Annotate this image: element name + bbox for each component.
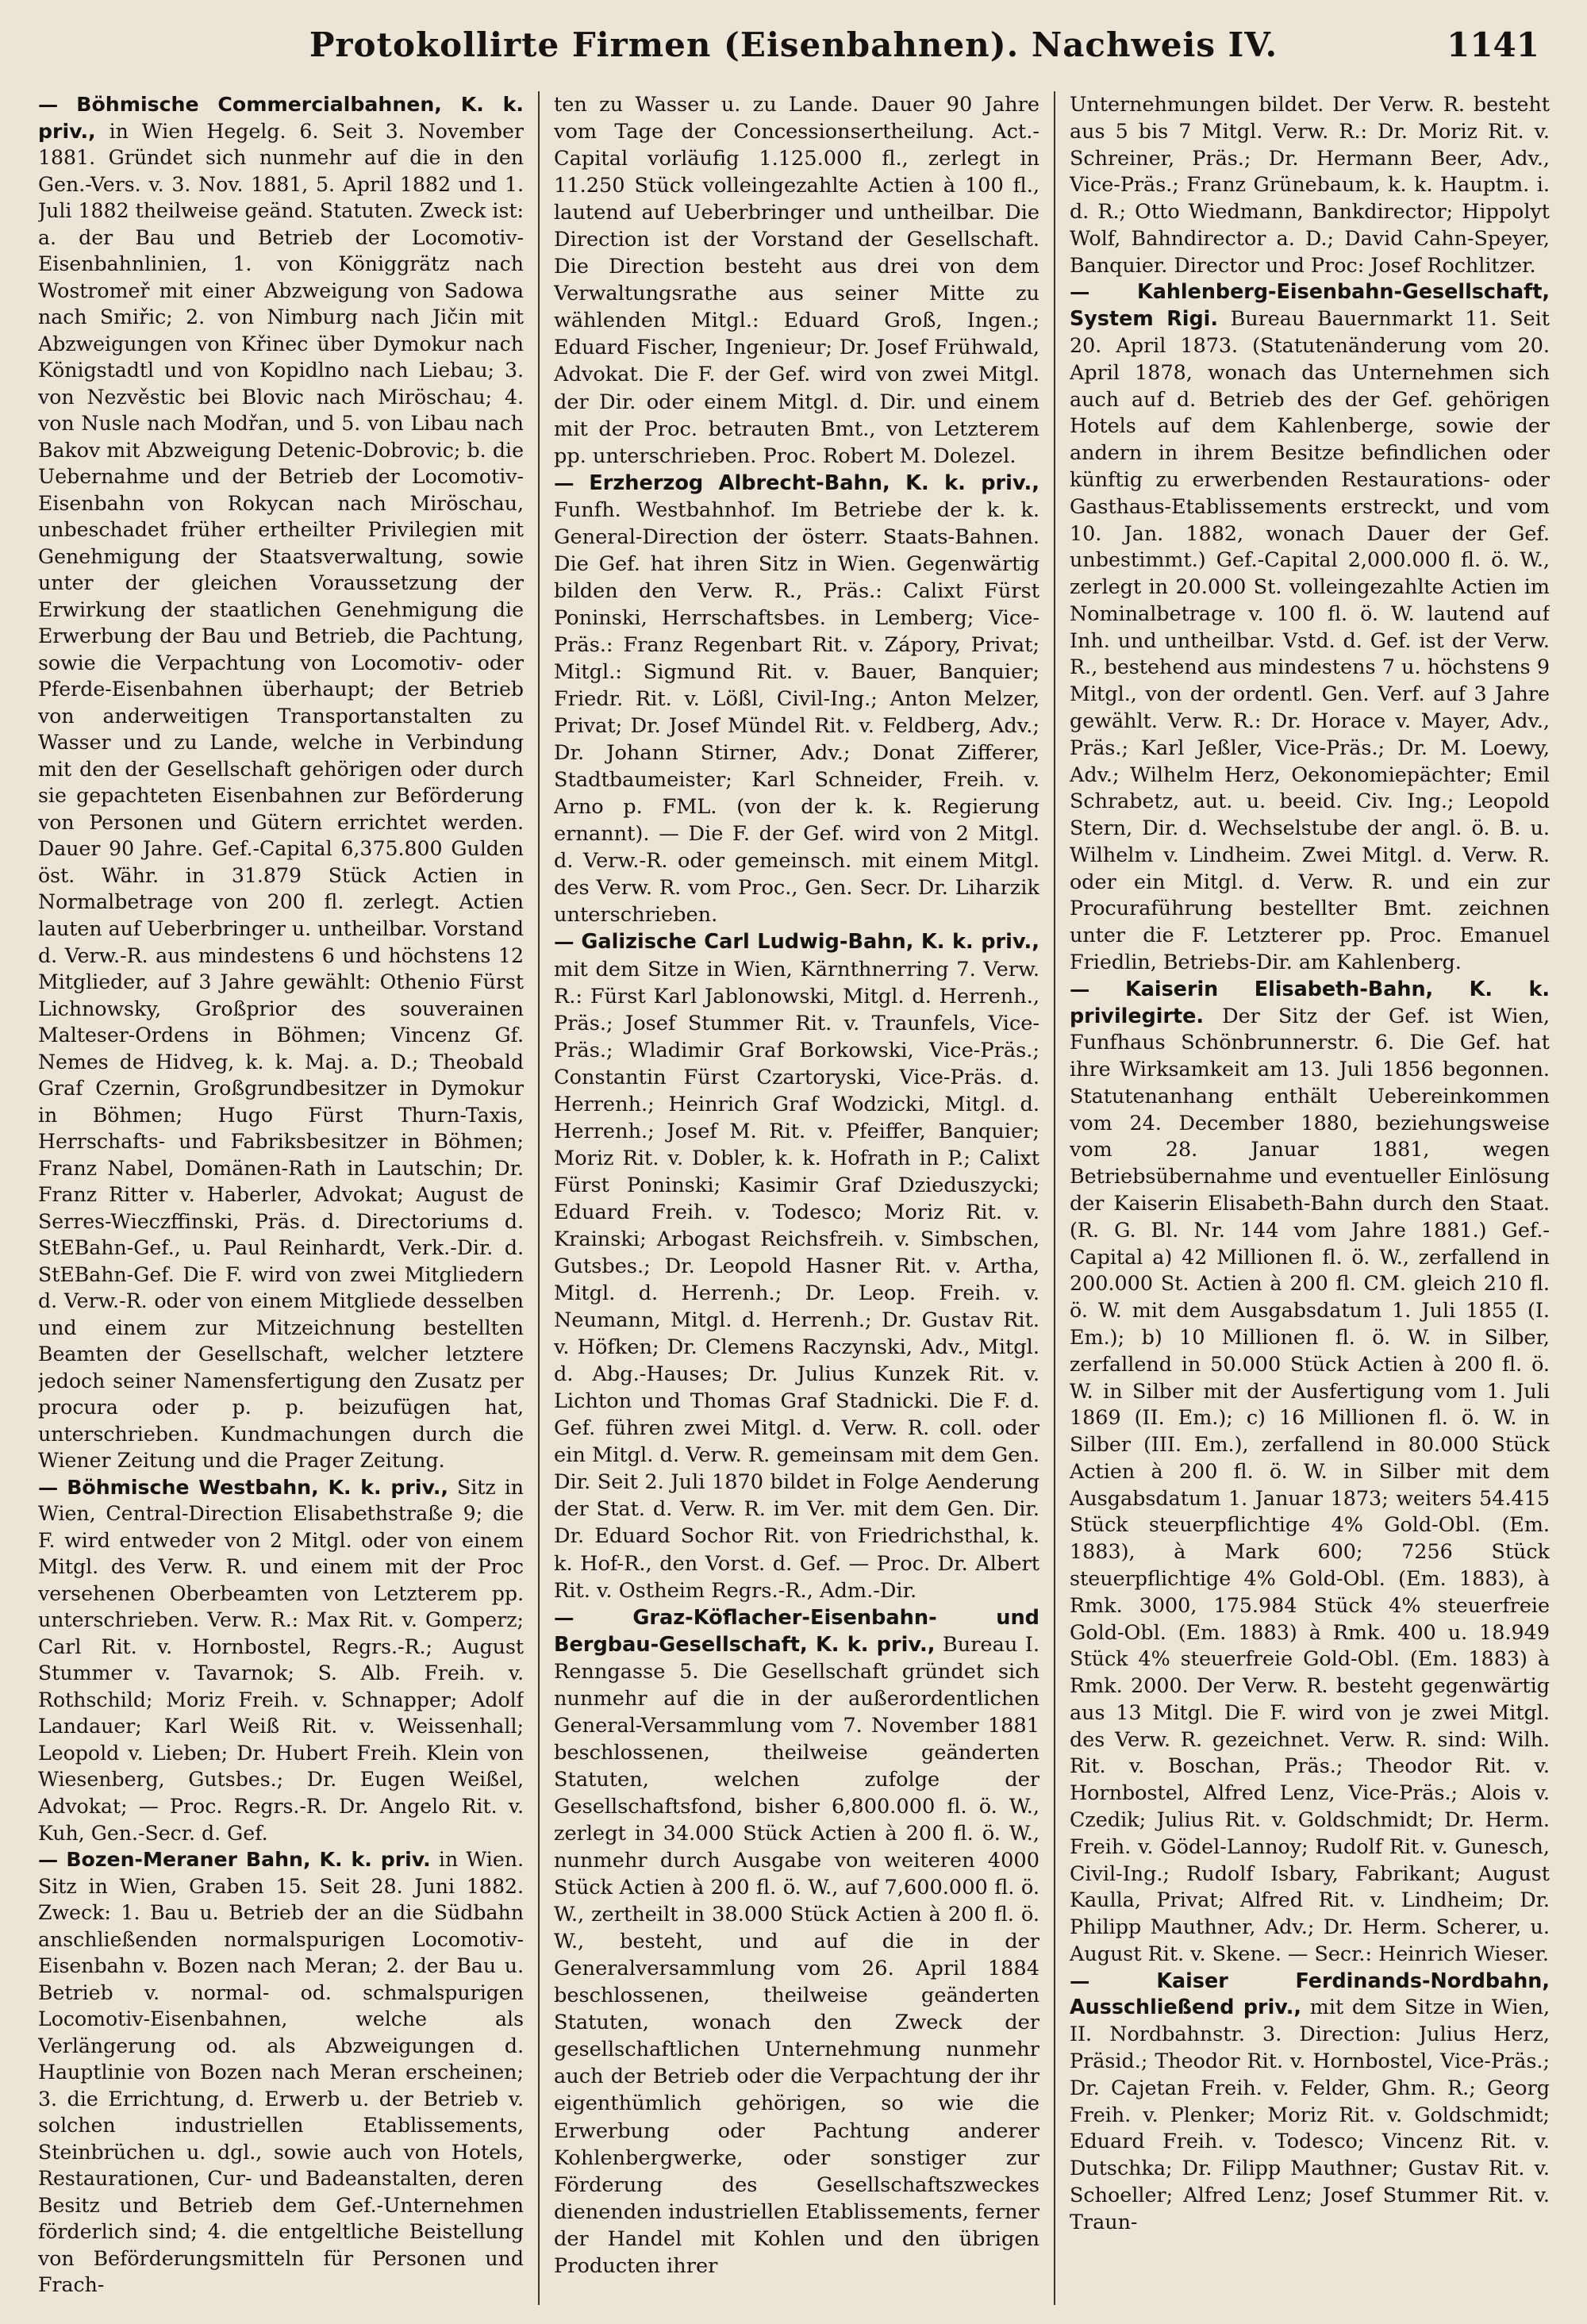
firm-entry [1070, 976, 1550, 1968]
column-divider [1054, 91, 1055, 2305]
page-title: Protokollirte Firmen (Eisenbahnen). Nachweis IV. [309, 25, 1278, 64]
entry-dash: — [38, 1847, 59, 1872]
entry-dash: — [554, 930, 574, 955]
column-2 [554, 91, 1039, 2305]
firm-name: Böhmische Westbahn, K. k. priv., [67, 1475, 448, 1499]
firm-entry-continuation [1070, 91, 1550, 278]
firm-description: Bureau Bauernmarkt 11. Seit 20. April 1873. (Statutenänderung vom 20. April 1878, wonach das Unternehmen sich auch auf d. Betrieb des der Gef. gehörigen Hotels auf dem Kahlenberge, sowie der andern in ihrem Besitze befindlichen oder künftig zu erwerbenden Restaurations- oder Gasthaus-Etablissements erstreckt, und vom 10. Jan. 1882, wonach Dauer der Gef. unbestimmt.) Gef.-Capital 2,000.000 fl. ö. W., zerlegt in 20.000 St. volleingezahlte Actien im Nominalbetrage v. 100 fl. ö. W. lautend auf Inh. und untheilbar. Vstd. d. Gef. ist der Verw. R., bestehend aus mindestens 7 u. höchstens 9 Mitgl., von der ordentl. Gen. Verf. auf 3 Jahre gewählt. Verw. R.: Dr. Horace v. Mayer, Adv., Präs.; Karl Jeßler, Vice-Präs.; Dr. M. Loewy, Adv.; Wilhelm Herz, Oekonomiepächter; Emil Schrabetz, aut. u. beeid. Civ. Ing.; Leopold Stern, Dir. d. Wechselstube der angl. ö. B. u. Wilhelm v. Lindheim. Zwei Mitgl. d. Verw. R. oder ein Mitgl. d. Verw. R. und ein zur Procuraführung bestellter Bmt. zeichnen unter die F. Letzterer pp. Proc. Emanuel Friedlin, Betriebs-Dir. am Kahlenberg. [1070, 306, 1550, 974]
firm-description: Unternehmungen bildet. Der Verw. R. besteht aus 5 bis 7 Mitgl. Verw. R.: Dr. Moriz Rit. v. Schreiner, Präs.; Dr. Hermann Beer, Adv., Vice-Präs.; Franz Grünebaum, k. k. Hauptm. i. d. R.; Otto Wiedmann, Bankdirector; Hippolyt Wolf, Bahndirector a. D.; David Cahn-Speyer, Banquier. Director und Proc: Josef Rochlitzer. [1070, 92, 1550, 277]
firm-description: Der Sitz der Gef. ist Wien, Funfhaus Schönbrunnerstr. 6. Die Gef. hat ihre Wirksamkeit am 13. Juli 1856 begonnen. Statutenanhang enthält Uebereinkommen vom 24. December 1880, beziehungsweise vom 28. Januar 1881, wegen Betriebsübernahme und eventueller Einlösung der Kaiserin Elisabeth-Bahn durch den Staat. (R. G. Bl. Nr. 144 vom Jahre 1881.) Gef.-Capital a) 42 Millionen fl. ö. W., zerfallend in 200.000 St. Actien à 200 fl. CM. gleich 210 fl. ö. W. mit dem Ausgabsdatum 1. Juli 1855 (I. Em.); b) 10 Millionen fl. ö. W. in Silber, zerfallend in 50.000 Stück Actien à 200 fl. ö. W. in Silber mit der Ausfertigung vom 1. Juli 1869 (II. Em.); c) 16 Millionen fl. ö. W. in Silber (III. Em.), zerfallend in 80.000 Stück Actien à 200 fl. ö. W. in Silber mit dem Ausgabsdatum 1. Januar 1873; weiters 54.415 Stück steuerpflichtige 4% Gold-Obl. (Em. 1883), à Mark 600; 7256 Stück steuerpflichtige 4% Gold-Obl. (Em. 1883), à Rmk. 3000, 175.984 Stück 4% steuerfreie Gold-Obl. (Em. 1883) à Rmk. 400 u. 18.949 Stück 4% steuerfreie Gold-Obl. (Em. 1883) à Rmk. 2000. Der Verw. R. besteht gegenwärtig aus 13 Mitgl. Die F. wird von je zwei Mitgl. des Verw. R. gezeichnet. Verw. R. sind: Wilh. Rit. v. Boschan, Präs.; Theodor Rit. v. Hornbostel, Alfred Lenz, Vice-Präs.; Alois v. Czedik; Julius Rit. v. Goldschmidt; Dr. Herm. Freih. v. Gödel-Lannoy; Rudolf Rit. v. Gunesch, Civil-Ing.; Rudolf Isbary, Fabrikant; August Kaulla, Privat; Alfred Rit. v. Lindheim; Dr. Philipp Mauthner, Adv.; Dr. Herm. Scherer, u. August Rit. v. Skene. — Secr.: Heinrich Wieser. [1070, 1003, 1550, 1965]
entry-dash: — [38, 92, 59, 116]
column-divider [538, 91, 540, 2305]
firm-description: Sitz in Wien, Central-Direction Elisabethstraße 9; die F. wird entweder von 2 Mitgl. oder von einem Mitgl. des Verw. R. und einem mit der Proc versehenen Oberbeamten von Letzterem pp. unterschrieben. Verw. R.: Max Rit. v. Gomperz; Carl Rit. v. Hornbostel, Regrs.-R.; August Stummer v. Tavarnok; S. Alb. Freih. v. Rothschild; Moriz Freih. v. Schnapper; Adolf Landauer; Karl Weiß Rit. v. Weissenhall; Leopold v. Lieben; Dr. Hubert Freih. Klein von Wiesenberg, Gutsbes.; Dr. Eugen Weißel, Advokat; — Proc. Regrs.-R. Dr. Angelo Rit. v. Kuh, Gen.-Secr. d. Gef. [38, 1475, 524, 1845]
firm-description: mit dem Sitze in Wien, Kärnthnerring 7. Verw. R.: Fürst Karl Jablonowski, Mitgl. d. Herrenh., Präs.; Josef Stummer Rit. v. Traunfels, Vice-Präs.; Wladimir Graf Borkowski, Vice-Präs.; Constantin Fürst Czartoryski, Vice-Präs. d. Herrenh.; Heinrich Graf Wodzicki, Mitgl. d. Herrenh.; Josef M. Rit. v. Pfeiffer, Banquier; Moriz Rit. v. Dobler, k. k. Hofrath in P.; Calixt Fürst Poninski; Kasimir Graf Dzieduszycki; Eduard Freih. v. Todesco; Moriz Rit. v. Krainski; Arbogast Reichsfreih. v. Simbschen, Gutsbes.; Dr. Leopold Hasner Rit. v. Artha, Mitgl. d. Herrenh.; Dr. Leop. Freih. v. Neumann, Mitgl. d. Herrenh.; Dr. Gustav Rit. v. Höfken; Dr. Clemens Raczynski, Adv., Mitgl. d. Abg.-Hauses; Dr. Julius Kunzek Rit. v. Lichton und Thomas Graf Stadnicki. Die F. d. Gef. führen zwei Mitgl. d. Verw. R. coll. oder ein Mitgl. d. Verw. R. gemeinsam mit dem Gen. Dir. Seit 2. Juli 1870 bildet in Folge Aenderung der Stat. d. Verw. R. im Ver. mit dem Gen. Dir. Dr. Eduard Sochor Rit. von Friedrichsthal, k. k. Hof-R., den Vorst. d. Gef. — Proc. Dr. Albert Rit. v. Ostheim Regrs.-R., Adm.-Dir. [554, 957, 1039, 1603]
firm-description: Bureau I. Renngasse 5. Die Gesellschaft gründet sich nunmehr auf die in der außerordentlichen General-Versammlung vom 7. November 1881 beschlossenen, theilweise geänderten Statuten, welchen zufolge der Gesellschaftsfond, bisher 6,800.000 fl. ö. W., zerlegt in 34.000 Stück Actien à 200 fl. ö. W., nunmehr durch Ausgabe von weiteren 4000 Stück Actien à 200 fl. ö. W., auf 7,600.000 fl. ö. W., zertheilt in 38.000 Stück Actien à 200 fl. ö. W., besteht, und auf die in der Generalversammlung vom 26. April 1884 beschlossenen, theilweise geänderten Statuten, wonach den Zweck der gesellschaftlichen Unternehmung nunmehr auch der Betrieb oder die Verpachtung der ihr eigenthümlich gehörigen, so wie die Erwerbung oder Pachtung anderer Kohlenbergwerke, oder sonstiger zur Förderung des Gesellschaftszweckes dienenden industriellen Etablissements, ferner der Handel mit Kohlen und den übrigen Producten ihrer [554, 1632, 1039, 2278]
firm-name: Kaiser Ferdinands-Nordbahn, Ausschließend priv., [1070, 1968, 1550, 2019]
firm-entry [1070, 278, 1550, 975]
text-columns [38, 91, 1550, 2305]
firm-entry [554, 470, 1039, 929]
entry-dash: — [38, 1474, 59, 1499]
firm-description: in Wien Hegelg. 6. Seit 3. November 1881. Gründet sich nunmehr auf die in den Gen.-Vers. v. 3. Nov. 1881, 5. April 1882 und 1. Juli 1882 theilweise geänd. Statuten. Zweck ist: a. der Bau und Betrieb der Locomotiv-Eisenbahnlinien, 1. von Königgrätz nach Wostromeř mit einer Abzweigung von Sadowa nach Smiřic; 2. von Nimburg nach Jičin mit Abzweigungen von Křinec über Dymokur nach Königstadtl und von Kopidlno nach Liebau; 3. von Nezvěstic bei Blovic nach Miröschau; 4. von Nusle nach Modřan, und 5. von Libau nach Bakov mit Abzweigung Detenic-Dobrovic; b. die Uebernahme und der Betrieb der Locomotiv-Eisenbahn von Rokycan nach Miröschau, unbeschadet früher ertheilter Privilegien mit Genehmigung der Staatsverwaltung, sowie unter der gleichen Voraussetzung der Erwirkung der staatlichen Genehmigung die Erwerbung der Bau und Betrieb, die Pachtung, sowie die Verpachtung von Locomotiv- oder Pferde-Eisenbahnen überhaupt; der Betrieb von anderweitigen Transportanstalten zu Wasser und zu Lande, welche in Verbindung mit den der Gesellschaft gehörigen oder durch sie gepachteten Eisenbahnen zur Beförderung von Personen und Gütern errichtet werden. Dauer 90 Jahre. Gef.-Capital 6,375.800 Gulden öst. Währ. in 31.879 Stück Actien in Normalbetrage von 200 fl. zerlegt. Actien lauten auf Ueberbringer u. untheilbar. Vorstand d. Verw.-R. aus mindestens 6 und höchstens 12 Mitglieder, auf 3 Jahre gewählt: Othenio Fürst Lichnowsky, Großprior des souverainen Malteser-Ordens in Böhmen; Vincenz Gf. Nemes de Hidveg, k. k. Maj. a. D.; Theobald Graf Czernin, Großgrundbesitzer in Dymokur in Böhmen; Hugo Fürst Thurn-Taxis, Herrschafts- und Fabriksbesitzer in Böhmen; Franz Nabel, Domänen-Rath in Lautschin; Dr. Franz Ritter v. Haberler, Advokat; August de Serres-Wieczffinski, Präs. d. Directoriums d. StEBahn-Gef., u. Paul Reinhardt, Verk.-Dir. d. StEBahn-Gef. Die F. wird von zwei Mitgliedern d. Verw.-R. oder von einem Mitgliede desselben und einem zur Mitzeichnung bestellten Beamten der Gesellschaft, welcher letztere jedoch seiner Namensfertigung den Zusatz per procura oder p. p. beizufügen hat, unterschrieben. Kundmachungen durch die Wiener Zeitung und die Prager Zeitung. [38, 119, 524, 1473]
firm-entry-continuation [554, 91, 1039, 470]
firm-name: Graz-Köflacher-Eisenbahn- und Bergbau-Gesellschaft, K. k. priv., [554, 1605, 1039, 1657]
firm-name: Kaiserin Elisabeth-Bahn, K. k. privilegirte. [1070, 976, 1550, 1028]
column-3 [1070, 91, 1550, 2305]
entry-dash: — [554, 1605, 574, 1630]
firm-entry [38, 1846, 524, 2299]
entry-dash: — [1070, 1968, 1090, 1992]
firm-entry [38, 1474, 524, 1846]
firm-entry [554, 1604, 1039, 2280]
firm-description: Funfh. Westbahnhof. Im Betriebe der k. k. General-Direction der österr. Staats-Bahnen. Die Gef. hat ihren Sitz in Wien. Gegenwärtig bilden den Verw. R., Präs.: Calixt Fürst Poninski, Herrschaftsbes. in Lemberg; Vice-Präs.: Franz Regenbart Rit. v. Zápory, Privat; Mitgl.: Sigmund Rit. v. Bauer, Banquier; Friedr. Rit. v. Lößl, Civil-Ing.; Anton Melzer, Privat; Dr. Josef Mündel Rit. v. Feldberg, Adv.; Dr. Johann Stirner, Adv.; Donat Zifferer, Stadtbaumeister; Karl Schneider, Freih. v. Arno p. FML. (von der k. k. Regierung ernannt). — Die F. der Gef. wird von 2 Mitgl. d. Verw.-R. oder gemeinsch. mit einem Mitgl. des Verw. R. vom Proc., Gen. Secr. Dr. Liharzik unterschrieben. [554, 497, 1039, 928]
firm-description: ten zu Wasser u. zu Lande. Dauer 90 Jahre vom Tage der Concessionsertheilung. Act.-Capital vorläufig 1.125.000 fl., zerlegt in 11.250 Stück volleingezahlte Actien à 100 fl., lautend auf Ueberbringer und untheilbar. Die Direction ist der Vorstand der Gesellschaft. Die Direction besteht aus drei von dem Verwaltungsrathe aus seiner Mitte zu wählenden Mitgl.: Eduard Groß, Ingen.; Eduard Fischer, Ingenieur; Dr. Josef Frühwald, Advokat. Die F. der Gef. wird von zwei Mitgl. der Dir. oder einem Mitgl. d. Dir. und einem mit der Proc. betrauten Bmt., von Letzterem pp. unterschrieben. Proc. Robert M. Dolezel. [554, 93, 1039, 468]
entry-dash: — [1070, 279, 1090, 304]
firm-name: Böhmische Commercialbahnen, K. k. priv., [38, 93, 524, 143]
page-number: 1141 [1447, 25, 1539, 64]
firm-entry [1070, 1968, 1550, 2236]
firm-name: Erzherzog Albrecht-Bahn, K. k. priv., [589, 471, 1039, 495]
firm-entry [554, 928, 1039, 1604]
page-header [48, 17, 1539, 73]
firm-name: Galizische Carl Ludwig-Bahn, K. k. priv., [581, 930, 1039, 955]
firm-name: Bozen-Meraner Bahn, K. k. priv. [66, 1848, 431, 1872]
firm-name: Kahlenberg-Eisenbahn-Gesellschaft, System Rigi. [1070, 279, 1550, 331]
firm-description: mit dem Sitze in Wien, II. Nordbahnstr. 3. Direction: Julius Herz, Präsid.; Theodor Rit. v. Hornbostel, Vice-Präs.; Dr. Cajetan Freih. v. Felder, Ghm. R.; Georg Freih. v. Plenker; Moriz Rit. v. Goldschmidt; Eduard Freih. v. Todesco; Vincenz Rit. v. Dutschka; Dr. Filipp Mauthner; Gustav Rit. v. Schoeller; Alfred Lenz; Josef Stummer Rit. v. Traun- [1070, 1995, 1550, 2234]
firm-description: in Wien. Sitz in Wien, Graben 15. Seit 28. Juni 1882. Zweck: 1. Bau u. Betrieb der an die Südbahn anschließenden normalspurigen Locomotiv-Eisenbahn v. Bozen nach Meran; 2. der Bau u. Betrieb v. normal- od. schmalspurigen Locomotiv-Eisenbahnen, welche als Verlängerung od. als Abzweigungen d. Hauptlinie von Bozen nach Meran erscheinen; 3. die Errichtung, d. Erwerb u. der Betrieb v. solchen industriellen Etablissements, Steinbrüchen u. dgl., sowie auch von Hotels, Restaurationen, Cur- und Badeanstalten, deren Besitz und Betrieb dem Gef.-Unternehmen förderlich sind; 4. die entgeltliche Beistellung von Beförderungsmitteln für Personen und Frach- [38, 1848, 524, 2297]
firm-entry [38, 91, 524, 1474]
entry-dash: — [1070, 976, 1090, 1001]
column-1 [38, 91, 524, 2305]
entry-dash: — [554, 471, 574, 495]
